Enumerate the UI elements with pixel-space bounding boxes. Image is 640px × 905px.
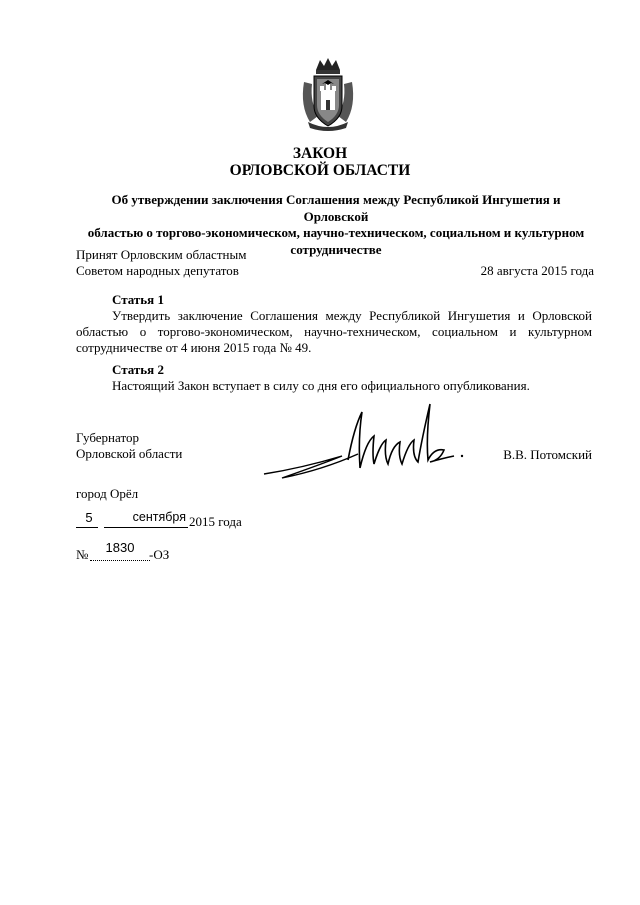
adoption-body xyxy=(76,247,246,279)
document-type-title: ЗАКОН xyxy=(292,145,348,162)
number-value: 1830 xyxy=(105,540,135,555)
subject-line: сотрудничестве xyxy=(290,241,382,257)
signing-place: город Орёл xyxy=(76,486,139,501)
adoption-line: Советом народных депутатов xyxy=(76,263,239,278)
adoption-date: 28 августа 2015 года xyxy=(480,263,594,278)
article-1-text xyxy=(76,308,592,356)
article-1-title: Статья 1 xyxy=(112,292,164,307)
number-suffix: -ОЗ xyxy=(149,547,170,562)
number-sign: № xyxy=(76,547,89,562)
subject-line: областью о торгово-экономическом, научно-техническом, социальном и культурном xyxy=(87,225,585,240)
article-1-line: сотрудничестве от 4 июня 2015 года № 49. xyxy=(76,340,312,355)
handwritten-signature xyxy=(262,398,470,484)
adoption-line: Принят Орловским областным xyxy=(76,247,247,262)
coat-of-arms-emblem xyxy=(298,56,358,132)
article-2-text: Настоящий Закон вступает в силу со дня его официального опубликования. xyxy=(112,378,530,393)
date-day: 5 xyxy=(85,510,93,525)
date-month: сентября xyxy=(132,510,186,524)
date-month-underline xyxy=(104,527,188,528)
law-number xyxy=(76,540,276,564)
article-1-line: областью о торгово-экономическом, научно-техническом, социальном и культурном xyxy=(76,324,592,339)
signature-icon xyxy=(262,398,470,484)
coat-of-arms-icon xyxy=(298,56,358,132)
number-underline xyxy=(90,560,150,561)
date-year: 2015 года xyxy=(189,514,242,529)
article-1-line: Утвердить заключение Соглашения между Республикой Ингушетия и Орловской xyxy=(112,308,592,323)
signatory-name: В.В. Потомский xyxy=(503,447,592,462)
signatory-position xyxy=(76,430,182,462)
signing-date xyxy=(76,510,276,532)
issuer-title: ОРЛОВСКОЙ ОБЛАСТИ xyxy=(229,162,411,179)
subject-line: Об утверждении заключения Соглашения между Республикой Ингушетия и Орловской xyxy=(111,192,561,224)
date-day-underline xyxy=(76,527,98,528)
position-line: Губернатор xyxy=(76,430,139,445)
article-2-title: Статья 2 xyxy=(112,362,164,377)
position-line: Орловской области xyxy=(76,446,183,461)
